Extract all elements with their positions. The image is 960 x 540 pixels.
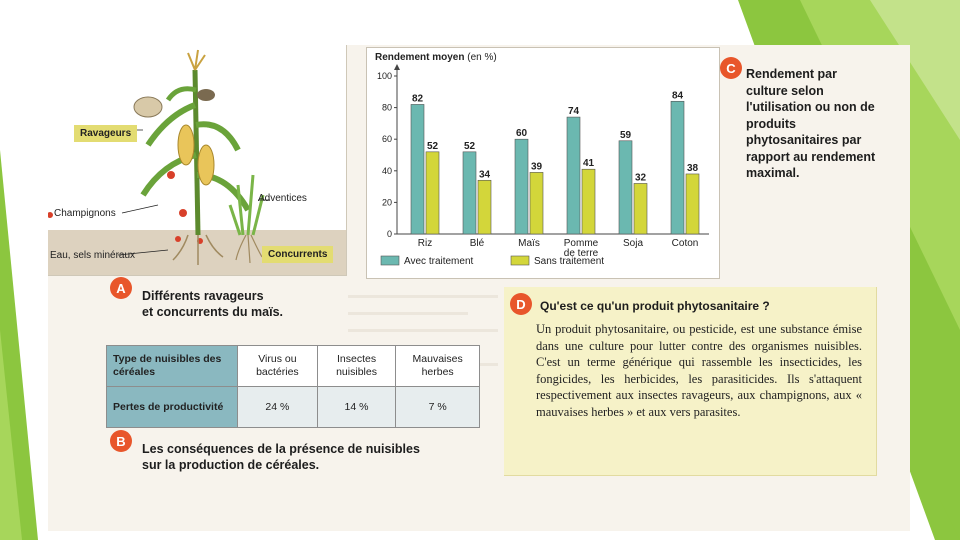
- bar: [515, 139, 528, 234]
- panel-d-definition: [504, 287, 877, 476]
- bar-value-label: 32: [634, 172, 647, 184]
- bar-value-label: 41: [582, 158, 595, 170]
- y-tick-label: 60: [381, 134, 392, 145]
- bar: [671, 101, 684, 234]
- bar-value-label: 34: [478, 169, 491, 181]
- badge-a: A: [110, 277, 132, 299]
- badge-c: C: [720, 57, 742, 79]
- table-cell: 14 %: [317, 387, 395, 428]
- label-adventices: Adventices: [258, 193, 307, 204]
- bar: [686, 174, 699, 234]
- y-tick-label: 0: [386, 229, 392, 239]
- corn-plant-illustration: [48, 45, 346, 275]
- table-header-type: Type de nuisibles des céréales: [107, 346, 238, 387]
- label-eau-sels-mineraux: Eau, sels minéraux: [50, 250, 136, 261]
- chart-title: Rendement moyen (en %): [375, 52, 497, 63]
- table-cell: Insectes nuisibles: [317, 346, 395, 387]
- x-tick-label: de terre: [563, 248, 599, 259]
- y-tick-label: 100: [376, 71, 392, 81]
- legend-swatch: [511, 256, 529, 265]
- x-tick-label: Soja: [622, 238, 644, 249]
- legend-label: Sans traitement: [534, 256, 605, 267]
- y-tick-label: 20: [381, 197, 392, 208]
- label-ravageurs: Ravageurs: [74, 125, 137, 142]
- bar: [463, 152, 476, 234]
- x-tick-label: Maïs: [518, 238, 540, 249]
- table-nuisibles: [106, 345, 480, 428]
- table-cell: 7 %: [396, 387, 480, 428]
- bar-value-label: 38: [686, 162, 699, 174]
- x-tick-label: Pomme: [563, 238, 599, 249]
- y-axis-arrow: [394, 64, 400, 70]
- x-tick-label: Blé: [469, 238, 485, 249]
- chart-rendement: [366, 47, 720, 279]
- table-cell: Mauvaises herbes: [396, 346, 480, 387]
- bar: [530, 172, 543, 234]
- label-champignons: Champignons: [54, 208, 116, 219]
- panel-a-illustration: [48, 45, 347, 276]
- legend-swatch: [381, 256, 399, 265]
- table-row: [107, 346, 480, 387]
- bar-value-label: 74: [567, 106, 580, 118]
- table-row: [107, 387, 480, 428]
- bar-value-label: 59: [619, 129, 632, 141]
- x-tick-label: Coton: [671, 238, 699, 249]
- bar-value-label: 82: [411, 93, 424, 105]
- bar-value-label: 39: [530, 161, 543, 173]
- caption-b: Les conséquences de la présence de nuisibles sur la production de céréales.: [142, 442, 420, 472]
- x-tick-label: Riz: [417, 238, 433, 249]
- bar-value-label: 52: [426, 140, 439, 152]
- label-concurrents: Concurrents: [262, 246, 333, 263]
- table-cell: 24 %: [238, 387, 318, 428]
- textbook-page: [48, 45, 910, 531]
- bar: [582, 169, 595, 234]
- definition-title: Qu'est ce qu'un produit phytosanitaire ?: [540, 299, 770, 313]
- bar: [478, 180, 491, 234]
- bar: [567, 117, 580, 234]
- y-tick-label: 40: [381, 165, 392, 176]
- bar-value-label: 60: [515, 128, 528, 140]
- caption-c: Rendement par culture selon l'utilisation ou non de produits phytosanitaires par rapport au rendement maximal.: [746, 67, 876, 180]
- bar-value-label: 52: [463, 140, 476, 152]
- table-header-pertes: Pertes de productivité: [107, 387, 238, 428]
- bar: [634, 183, 647, 234]
- legend-label: Avec traitement: [404, 256, 474, 267]
- badge-d: D: [510, 293, 532, 315]
- bar: [426, 152, 439, 234]
- bar-value-label: 84: [671, 90, 684, 102]
- badge-b: B: [110, 430, 132, 452]
- bar: [411, 104, 424, 234]
- table-cell: Virus ou bactéries: [238, 346, 318, 387]
- y-tick-label: 80: [381, 102, 392, 113]
- definition-body: Un produit phytosanitaire, ou pesticide, est une substance émise dans une culture pour lutter contre des organismes nuisibles. C'est un terme générique qui rassemble les insecticides, les fongicides, les herbicides, les parasiticides. Ils s'attaquent respectivement aux insectes ravageurs, aux champignons, aux « mauvaises herbes » et aux vers parasites.: [536, 322, 862, 419]
- caption-a: Différents ravageurs et concurrents du maïs.: [142, 289, 284, 319]
- chart-svg: [367, 48, 719, 278]
- bar: [619, 141, 632, 234]
